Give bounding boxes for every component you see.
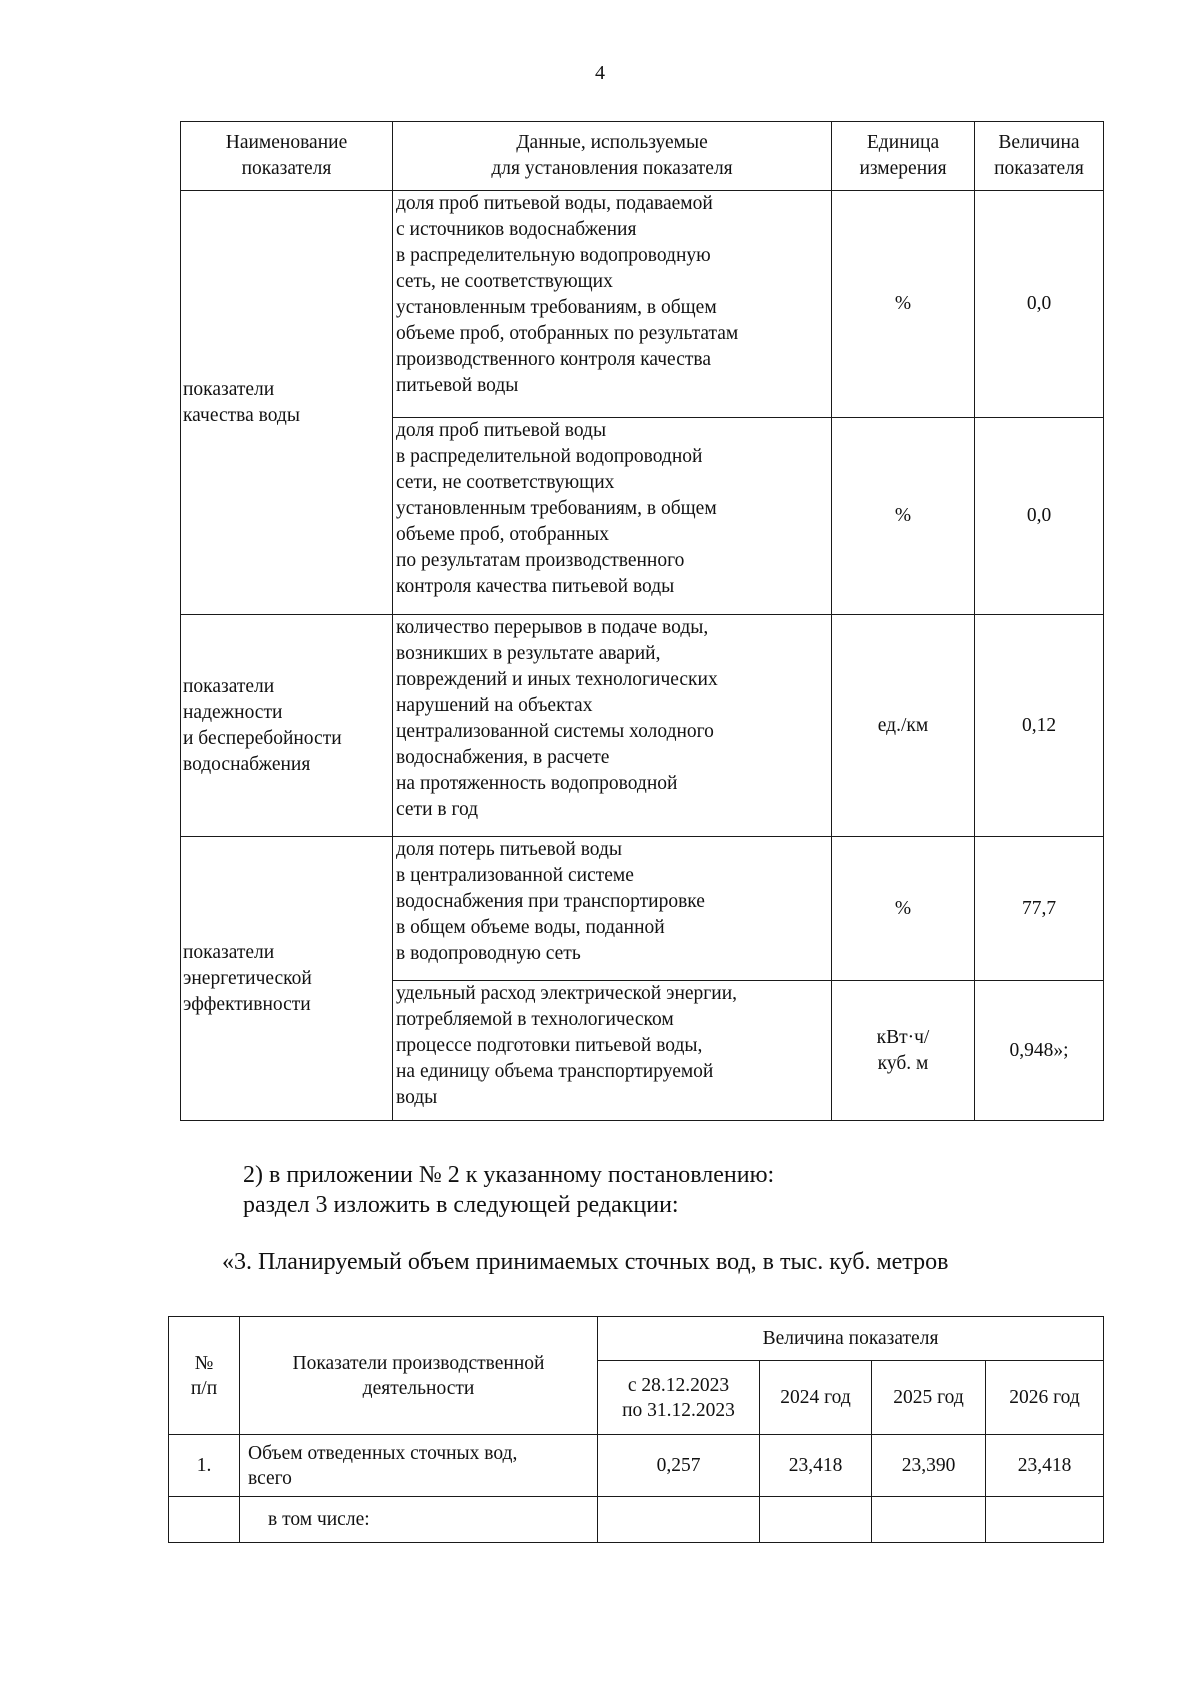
description-cell: доля потерь питьевой воды в централизованной системе водоснабжения при транспортировке в общем объеме воды, поданной в водопроводную сеть [393, 837, 832, 981]
row-value: 23,418 [986, 1435, 1104, 1497]
section-heading: «3. Планируемый объем принимаемых сточных вод, в тыс. куб. метров [222, 1249, 949, 1275]
header-period: 2024 год [760, 1361, 872, 1435]
description-cell: количество перерывов в подаче воды, возникших в результате аварий, повреждений и иных технологических нарушений на объектах централизованной системы холодного водоснабжения, в расчете на протяженность водопроводной сети в год [393, 615, 832, 837]
description-cell: удельный расход электрической энергии, потребляемой в технологическом процессе подготовки питьевой воды, на единицу объема транспортируемой воды [393, 981, 832, 1121]
header-indicator: Показатели производственной деятельности [240, 1317, 598, 1435]
table-header-row [181, 122, 1104, 191]
water-indicators-table [180, 121, 1104, 1121]
value-cell: 0,0 [975, 418, 1104, 615]
value-cell: 0,0 [975, 191, 1104, 418]
header-unit: Единица измерения [832, 122, 975, 191]
value-cell: 0,12 [975, 615, 1104, 837]
header-period: с 28.12.2023 по 31.12.2023 [598, 1361, 760, 1435]
header-value-group: Величина показателя [598, 1317, 1104, 1361]
table-row [181, 837, 1104, 981]
page-number: 4 [595, 62, 605, 84]
value-cell: 0,948»; [975, 981, 1104, 1121]
header-period: 2025 год [872, 1361, 986, 1435]
table-row [181, 191, 1104, 418]
table-row [169, 1435, 1104, 1497]
value-cell: 77,7 [975, 837, 1104, 981]
table-header-row [169, 1317, 1104, 1361]
row-num [169, 1497, 240, 1543]
paragraph-line-2: раздел 3 изложить в следующей редакции: [243, 1192, 679, 1218]
row-value [872, 1497, 986, 1543]
wastewater-volume-table [168, 1316, 1104, 1543]
header-num: № п/п [169, 1317, 240, 1435]
row-value [986, 1497, 1104, 1543]
unit-cell: % [832, 837, 975, 981]
header-data: Данные, используемые для установления показателя [393, 122, 832, 191]
row-num: 1. [169, 1435, 240, 1497]
paragraph-line-1: 2) в приложении № 2 к указанному постановлению: [243, 1162, 775, 1188]
row-value [760, 1497, 872, 1543]
row-value: 0,257 [598, 1435, 760, 1497]
row-name: в том числе: [240, 1497, 598, 1543]
header-name: Наименование показателя [181, 122, 393, 191]
header-value: Величина показателя [975, 122, 1104, 191]
description-cell: доля проб питьевой воды, подаваемой с источников водоснабжения в распределительную водопроводную сеть, не соответствующих установленным требованиям, в общем объеме проб, отобранных по результатам производственного контроля качества питьевой воды [393, 191, 832, 418]
row-value: 23,390 [872, 1435, 986, 1497]
unit-cell: % [832, 191, 975, 418]
table-row [181, 615, 1104, 837]
category-cell: показатели качества воды [181, 191, 393, 615]
unit-cell: % [832, 418, 975, 615]
category-cell: показатели энергетической эффективности [181, 837, 393, 1121]
unit-cell: кВт·ч/ куб. м [832, 981, 975, 1121]
description-cell: доля проб питьевой воды в распределительной водопроводной сети, не соответствующих установленным требованиям, в общем объеме проб, отобранных по результатам производственного контроля качества питьевой воды [393, 418, 832, 615]
row-value: 23,418 [760, 1435, 872, 1497]
category-cell: показатели надежности и бесперебойности водоснабжения [181, 615, 393, 837]
unit-cell: ед./км [832, 615, 975, 837]
row-value [598, 1497, 760, 1543]
table-row [169, 1497, 1104, 1543]
header-period: 2026 год [986, 1361, 1104, 1435]
row-name: Объем отведенных сточных вод, всего [240, 1435, 598, 1497]
